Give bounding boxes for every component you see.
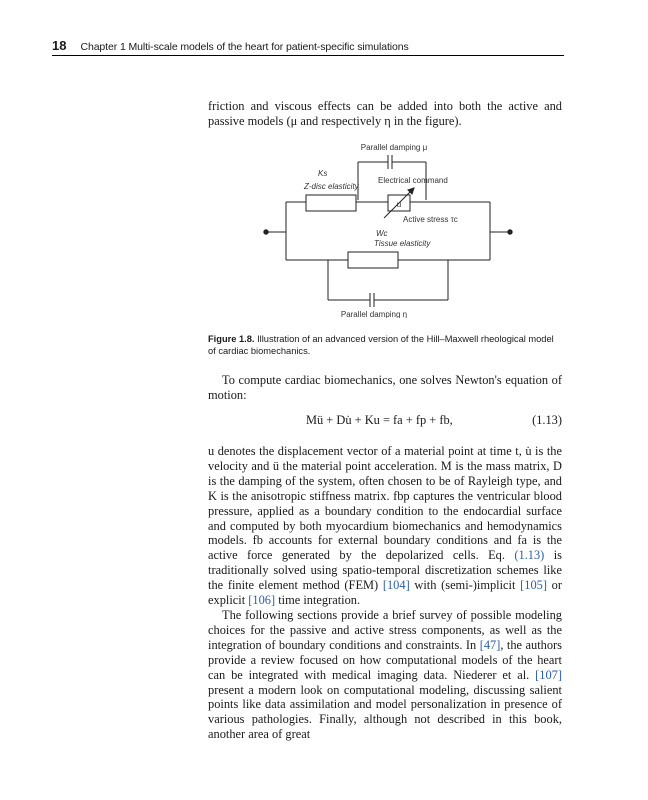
equation-text: Mü + Du̇ + Ku = fa + fp + fb,	[306, 413, 453, 427]
hill-maxwell-diagram	[258, 140, 518, 318]
ref-106-link[interactable]: [106]	[248, 593, 276, 608]
u-definition-paragraph	[208, 444, 562, 608]
label-ks: Ks	[318, 169, 328, 178]
zdisc-spring-element	[306, 195, 356, 211]
survey-text-3: present a modern look on computational modeling, discussing salient points like data assimilation and model personalization in presence of various pathologies. Finally, although not described in this book, another area of great	[208, 682, 562, 742]
newton-paragraph-text: To compute cardiac biomechanics, one solves Newton's equation of motion:	[208, 373, 562, 402]
body-text	[208, 444, 562, 742]
ref-104-link[interactable]: [104]	[382, 578, 410, 593]
page-number: 18	[52, 38, 67, 53]
ref-47-link[interactable]: [47]	[479, 637, 501, 652]
figure-caption	[208, 333, 562, 357]
page-header	[52, 38, 572, 53]
label-parallel-damping-bottom: Parallel damping η	[340, 310, 408, 318]
survey-text-1: The following sections provide a brief survey of possible modeling choices for the passive and active stress components, as well as the integration of boundary conditions and constraints. In	[208, 607, 562, 652]
right-terminal-node	[508, 230, 512, 234]
u-def-text-3: with (semi-)implicit	[409, 578, 521, 593]
u-def-text-4: or explicit	[208, 578, 562, 608]
intro-paragraph	[208, 99, 562, 129]
chapter-title: Chapter 1 Multi-scale models of the heart for patient-specific simulations	[80, 41, 409, 53]
label-zdisc: Z-disc elasticity	[304, 182, 359, 191]
tissue-spring-element	[348, 252, 398, 268]
ref-eq-1-13-link[interactable]: (1.13)	[514, 548, 545, 563]
survey-text-2: , the authors provide a review focused on how computational models of the heart can be integrated with medical imaging data. Niederer et al.	[208, 637, 562, 682]
label-electrical-command: Electrical command	[378, 176, 448, 185]
survey-paragraph	[208, 608, 562, 742]
label-active-stress: Active stress τc	[403, 215, 458, 224]
figure-caption-text: Illustration of an advanced version of the Hill–Maxwell rheological model of cardiac biomechanics.	[208, 334, 554, 356]
label-parallel-damping-top: Parallel damping μ	[360, 143, 428, 152]
ref-107-link[interactable]: [107]	[535, 667, 562, 682]
u-def-text-1: u denotes the displacement vector of a material point at time t, u̇ is the velocity and ü the material point acceleration. M is the mass matrix, D is the damping of the system, often chosen to be of Rayleigh type, and K is the anisotropic stiffness matrix. fbp captures the ventricular blood pressure, applied as a boundary condition to the endocardial surface and computed by both myocardium biomechanics and hemodynamics models. fb accounts for external boundary conditions and fa is the active force generated by the depolarized cells. Eq.	[208, 444, 562, 563]
intro-paragraph-text: friction and viscous effects can be added into both the active and passive models (μ and respectively η in the figure).	[208, 99, 562, 128]
figure-caption-label: Figure 1.8.	[208, 334, 255, 344]
label-tissue-elasticity: Tissue elasticity	[374, 239, 431, 248]
label-wc: Wc	[376, 229, 388, 238]
header-rule	[52, 55, 564, 56]
label-u: u	[396, 200, 402, 209]
u-def-text-2: is traditionally solved using spatio-temporal discretization schemes like the finite element method (FEM)	[208, 548, 562, 593]
equation-number: (1.13)	[532, 413, 562, 427]
ref-105-link[interactable]: [105]	[520, 578, 547, 593]
left-terminal-node	[264, 230, 268, 234]
equation-1-13	[208, 413, 562, 429]
u-def-text-5: time integration.	[275, 593, 361, 608]
newton-paragraph	[208, 373, 562, 403]
